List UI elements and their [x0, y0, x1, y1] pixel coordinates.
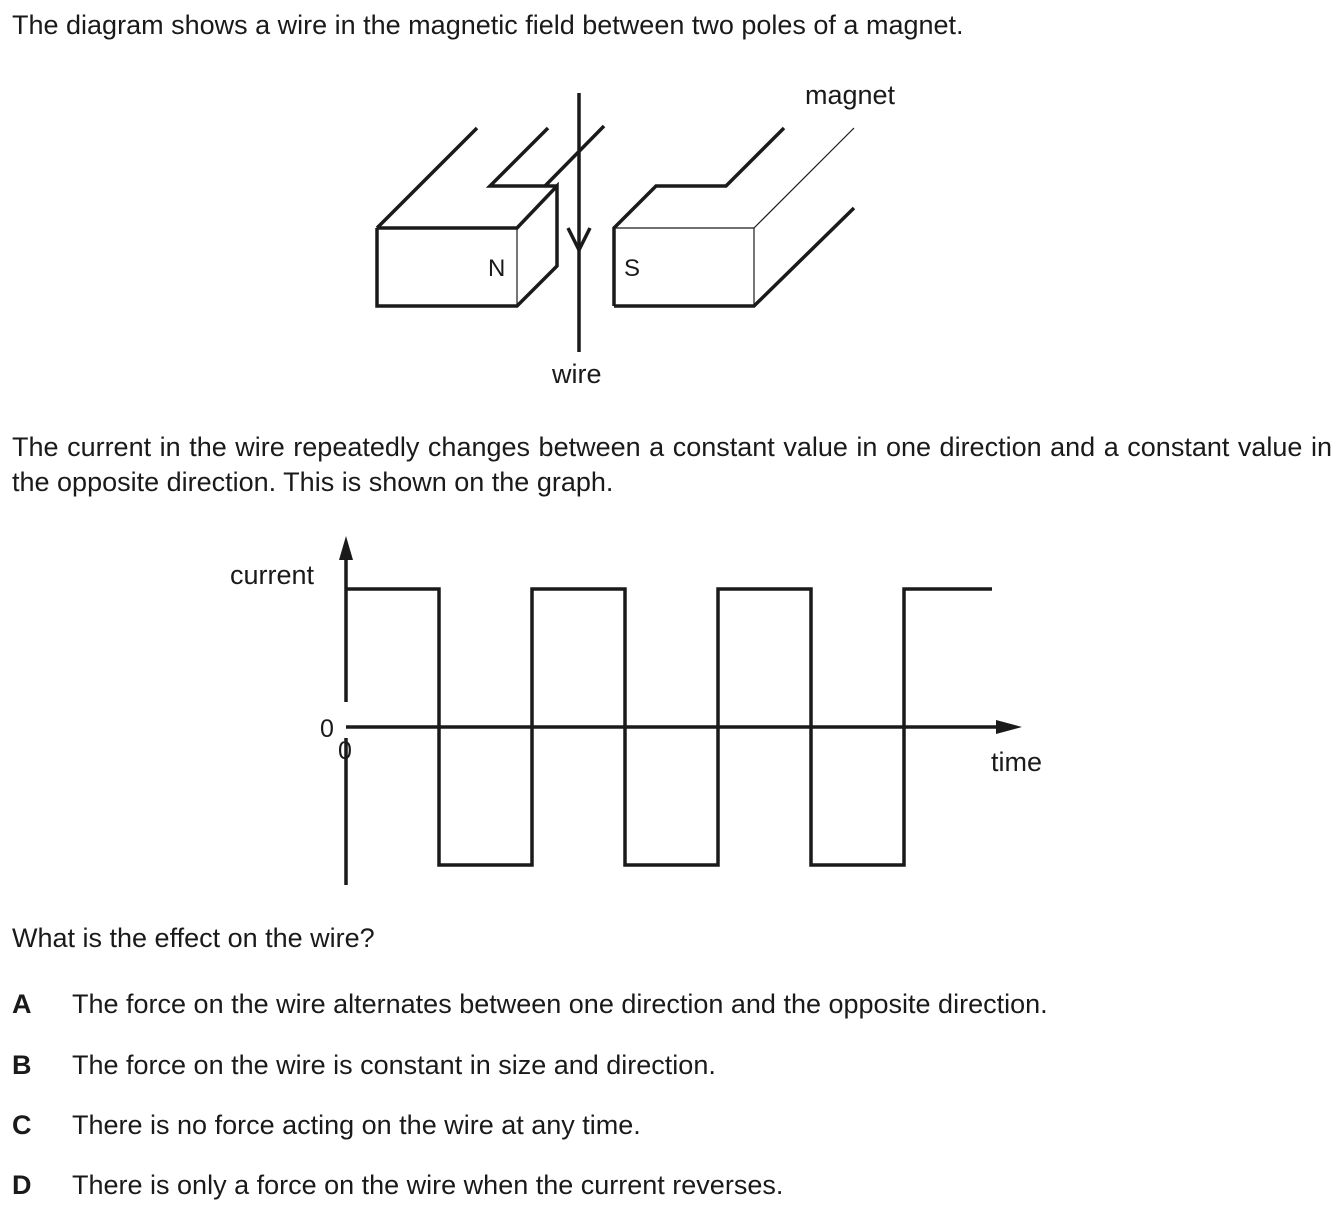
wire-label: wire [552, 359, 602, 389]
option-text: The force on the wire alternates between one direction and the opposite direction. [72, 989, 1048, 1019]
y-zero-label: 0 [320, 715, 334, 743]
option-letter: A [12, 989, 32, 1019]
magnet-label: magnet [805, 80, 896, 110]
y-axis-arrow [339, 536, 353, 560]
option-text: The force on the wire is constant in size and direction. [72, 1050, 716, 1080]
x-zero-label: 0 [338, 737, 352, 765]
north-label: N [488, 255, 506, 282]
x-axis-arrow [996, 720, 1022, 734]
option-letter: B [12, 1050, 32, 1080]
question-text: What is the effect on the wire? [12, 923, 375, 953]
y-axis-label: current [230, 560, 315, 590]
intro-text: The diagram shows a wire in the magnetic field between two poles of a magnet. [12, 10, 964, 40]
option-text: There is only a force on the wire when the current reverses. [72, 1170, 784, 1200]
south-label: S [624, 255, 641, 282]
x-axis-label: time [991, 747, 1043, 777]
description-paragraph: The current in the wire repeatedly changes between a constant value in one direction and a constant value in the opposite direction. This is shown on the graph. [12, 432, 1332, 497]
option-letter: D [12, 1170, 32, 1200]
option-letter: C [12, 1110, 32, 1140]
option-text: There is no force acting on the wire at any time. [72, 1110, 641, 1140]
